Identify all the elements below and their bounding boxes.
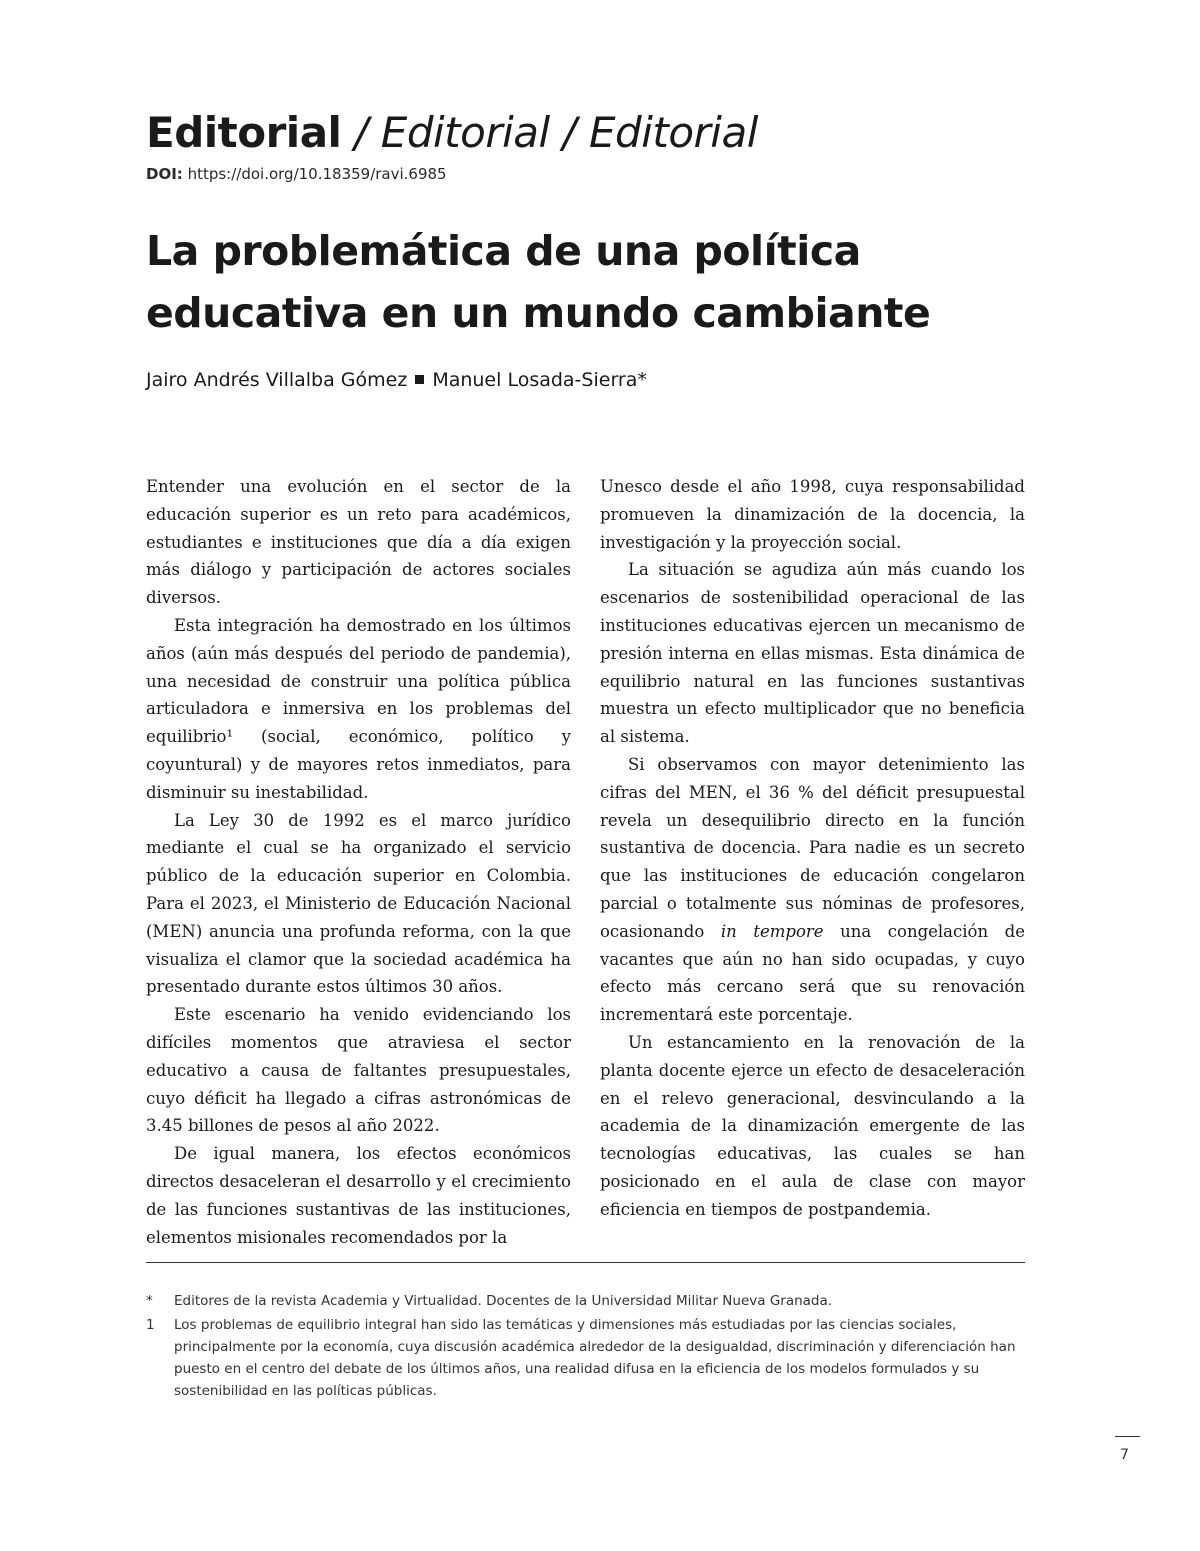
paragraph: La Ley 30 de 1992 es el marco jurídico mediante el cual se ha organizado el servicio público de la educación superior en Colombia. Para el 2023, el Ministerio de Educación Nacional (MEN) anuncia una profunda reforma, con la que visualiza el clamor que la sociedad académica ha presentado durante estos últimos 30 años. [146,810,571,997]
footnote-item [146,1314,1026,1402]
left-column [146,473,571,1251]
authors-line [146,369,647,391]
acronym-men: MEN [688,782,733,802]
paragraph-text: Si observamos con mayor detenimiento las cifras del [600,754,1025,802]
footnote-text: Los problemas de equilibrio integral han sido las temáticas y dimensiones más estudiadas por las ciencias sociales, principalmente por la economía, cuya discusión académica alrededor de la desigualdad, discriminación y diferenciación han puesto en el centro del debate de los últimos años, una realidad difusa en la eficiencia de los modelos formulados y su sostenibilidad en las políticas públicas. [174,1317,1016,1399]
footnotes [146,1290,1026,1404]
paragraph: La situación se agudiza aún más cuando los escenarios de sostenibilidad operacional de las instituciones educativas ejercen un mecanismo de presión interna en ellas mismas. Esta dinámica de equilibrio natural en las funciones sustantivas muestra un efecto multiplicador que no beneficia al sistema. [600,560,1025,747]
paragraph-text: una congelación de vacantes que aún no han sido ocupadas, y cuyo efecto más cercano será que su renovación incrementará este porcentaje. [600,921,1025,1025]
doi-label: DOI: [146,165,183,183]
author-2: Manuel Losada-Sierra* [432,369,647,391]
footnote-item [146,1290,1026,1312]
page-number-rule [1115,1436,1140,1437]
paragraph: Entender una evolución en el sector de la educación superior es un reto para académicos, estudiantes e instituciones que día a día exigen más diálogo y participación de actores sociales diversos. [146,477,571,608]
paragraph: Unesco desde el año 1998, cuya responsabilidad promueven la dinamización de la docencia, la investigación y la proyección social. [600,477,1025,552]
footnote-mark: 1 [146,1317,155,1333]
paragraph: Este escenario ha venido evidenciando los difíciles momentos que atraviesa el sector educativo a causa de faltantes presupuestales, cuyo déficit ha llegado a cifras astronómicas de 3.45 billones de pesos al año 2022. [146,1005,571,1136]
section-heading [146,108,758,157]
footnote-divider [146,1262,1025,1263]
paragraph: De igual manera, los efectos económicos directos desaceleran el desarrollo y el crecimiento de las funciones sustantivas de las instituciones, elementos misionales recomendados por la [146,1144,571,1247]
right-column [600,473,1025,1224]
paragraph: Un estancamiento en la renovación de la planta docente ejerce un efecto de desaceleración en el relevo generacional, desvinculando a la academia de la dinamización emergente de las tecnologías educativas, las cuales se han posicionado en el aula de clase con mayor eficiencia en tiempos de postpandemia. [600,1032,1025,1219]
section-label-bold: Editorial [146,108,342,157]
latin-term: in tempore [720,921,824,941]
doi-line [146,165,447,183]
paragraph [600,751,1025,1029]
page-number: 7 [1120,1447,1129,1463]
footnote-mark: * [146,1293,153,1309]
author-1: Jairo Andrés Villalba Gómez [146,369,408,391]
paragraph-text: , el 36 % del déficit presupuestal revela un desequilibrio directo en la función sustantiva de docencia. Para nadie es un secreto que las instituciones de educación congelaron parcial o totalmente sus nóminas de profesores, ocasionando [600,782,1025,941]
article-title: La problemática de una política educativa en un mundo cambiante [146,227,931,337]
author-separator [415,375,424,384]
section-label-translations: / Editorial / Editorial [341,108,758,157]
footnote-text: Editores de la revista Academia y Virtualidad. Docentes de la Universidad Militar Nueva Granada. [174,1293,833,1309]
doi-link[interactable]: https://doi.org/10.18359/ravi.6985 [182,165,447,183]
paragraph: Esta integración ha demostrado en los últimos años (aún más después del periodo de pandemia), una necesidad de construir una política pública articuladora e inmersiva en los problemas del equilibrio¹ (social, económico, político y coyuntural) y de mayores retos inmediatos, para disminuir su inestabilidad. [146,615,571,802]
